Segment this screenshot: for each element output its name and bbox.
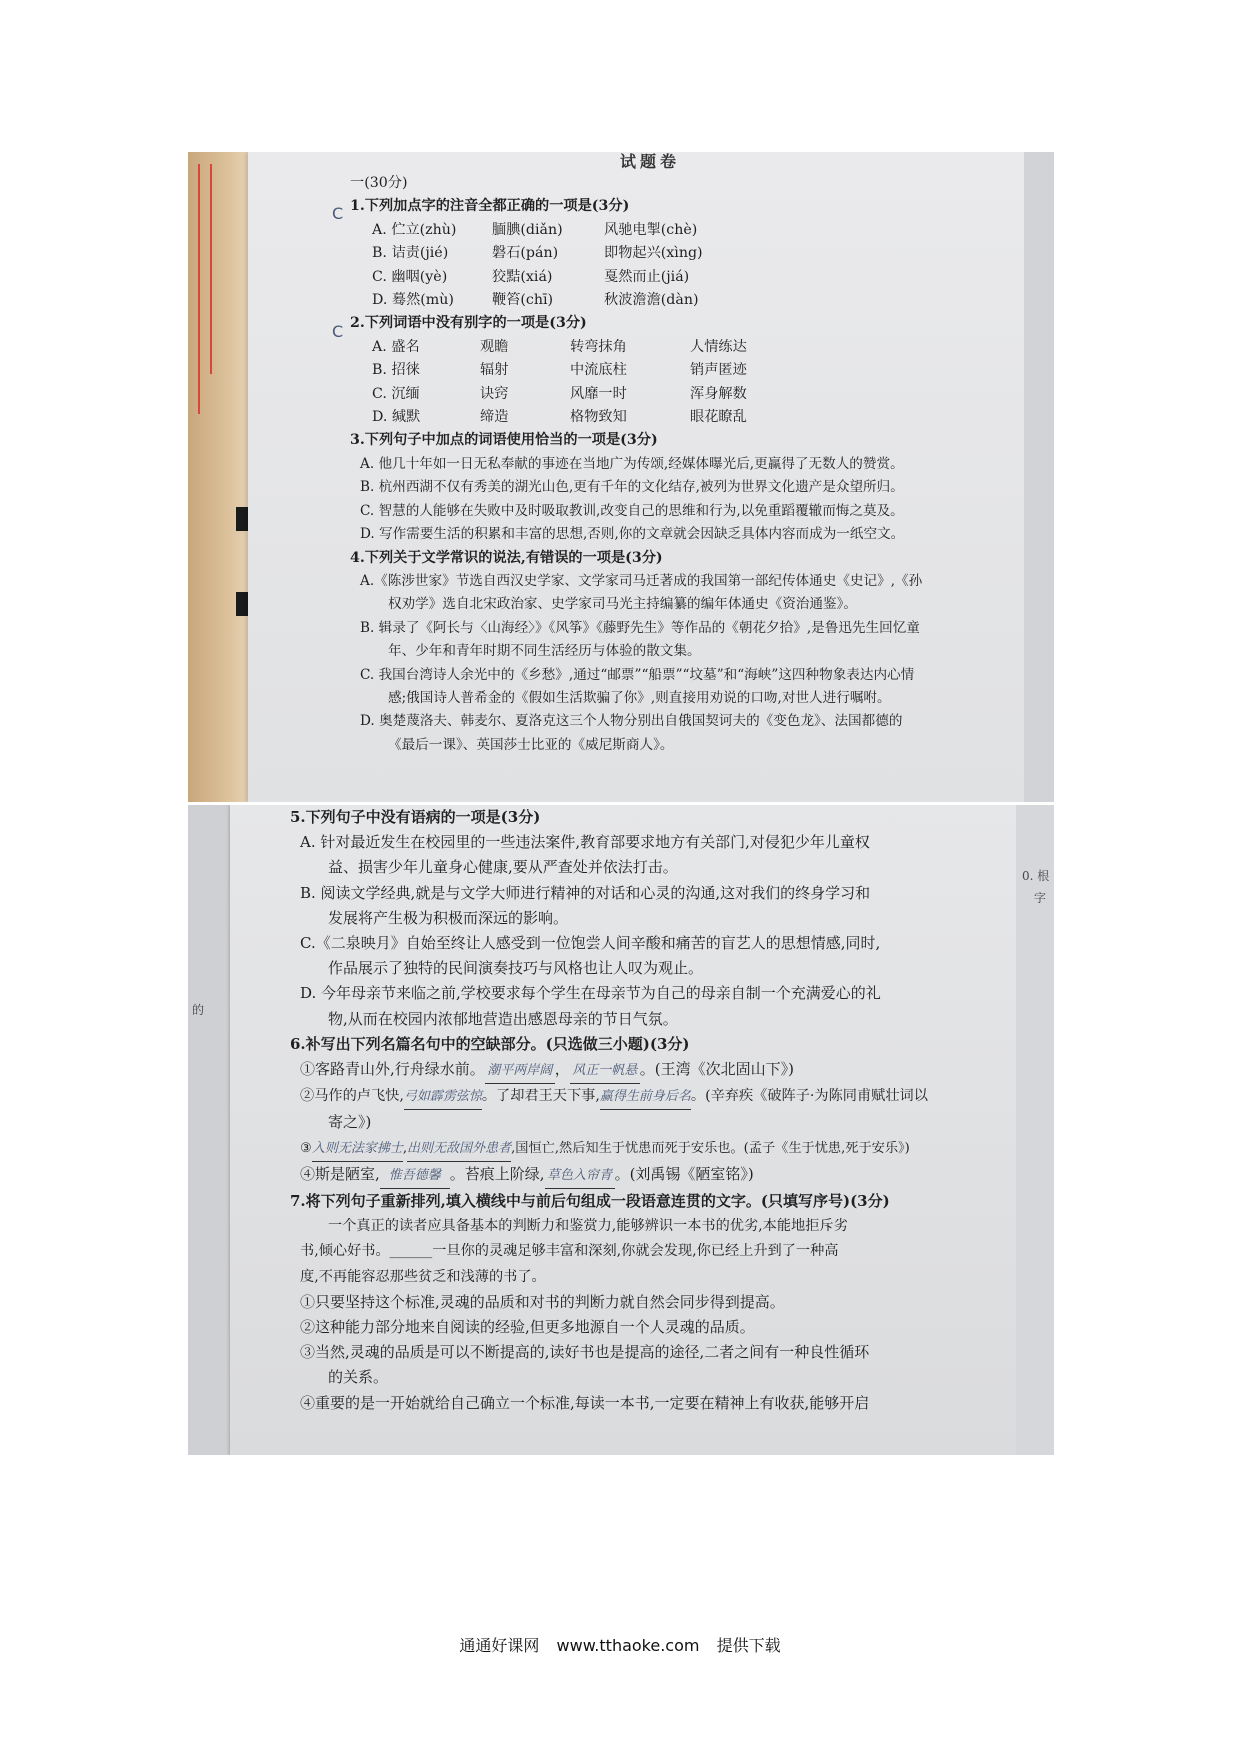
- q4-option-a-line1: A.《陈涉世家》节选自西汉史学家、文学家司马迁著成的我国第一部纪传体通史《史记》,《孙: [360, 572, 923, 589]
- q5-option-a-line1: A. 针对最近发生在校园里的一些违法案件,教育部要求地方有关部门,对侵犯少年儿童权: [300, 833, 870, 852]
- red-margin-line: [210, 164, 212, 374]
- q4-option-b-line1: B. 辑录了《阿长与〈山海经〉》《风筝》《藤野先生》等作品的《朝花夕拾》,是鲁迅先生回忆童: [360, 619, 920, 636]
- exam-paper-top: [248, 152, 1024, 802]
- q5-option-d-line2: 物,从而在校园内浓郁地营造出感恩母亲的节日气氛。: [328, 1009, 678, 1028]
- footer-suffix: 提供下载: [716, 1636, 781, 1655]
- q2-option-a: A. 盛名 观瞻 转弯抹角 人情练达: [372, 338, 747, 355]
- answer-blank: 潮平两岸阔: [485, 1058, 555, 1084]
- q4-option-a-line2: 权劝学》选自北宋政治家、史学家司马光主持编纂的编年体通史《资治通鉴》。: [388, 596, 857, 613]
- footer-url-link[interactable]: www.tthaoke.com: [556, 1636, 700, 1655]
- exam-paper-bottom: [230, 805, 1016, 1455]
- q7-stem: 7.将下列句子重新排列,填入横线中与前后句组成一段语意连贯的文字。(只填写序号)(3分): [290, 1192, 890, 1211]
- q7-sentence-4: ④重要的是一开始就给自己确立一个标准,每读一本书,一定要在精神上有收获,能够开启: [300, 1393, 870, 1412]
- top-content: [350, 152, 1054, 757]
- q3-option-d: D. 写作需要生活的积累和丰富的思想,否则,你的文章就会因缺乏具体内容而成为一纸空文。: [360, 526, 905, 543]
- section-heading: 一(30分): [350, 175, 408, 191]
- photo-top-half: [188, 152, 1054, 802]
- q6-item-3: ③入则无法家拂士,出则无敌国外患者,国恒亡,然后知生于忧患而死于安乐也。(孟子《生于忧患,死于安乐》): [300, 1136, 1030, 1162]
- q6-stem: 6.补写出下列名篇名句中的空缺部分。(只选做三小题)(3分): [290, 1034, 690, 1053]
- q2-option-c: C. 沉缅 诀窍 风靡一时 浑身解数: [372, 385, 747, 402]
- q5-option-b-line2: 发展将产生极为积极而深远的影响。: [328, 908, 569, 927]
- answer-blank: 出则无敌国外患者: [407, 1136, 511, 1162]
- edge-text: 字: [1034, 891, 1047, 905]
- photo-bottom-half: [188, 805, 1054, 1455]
- q6-item-2: ②马作的卢飞快,弓如霹雳弦惊。了却君王天下事,赢得生前身后名。(辛弃疾《破阵子·为陈同甫赋壮词以: [300, 1084, 1030, 1110]
- footer-site-name: 通通好课网: [459, 1636, 540, 1655]
- q3-stem: 3.下列句子中加点的词语使用恰当的一项是(3分): [350, 432, 658, 449]
- q2-stem: 2.下列词语中没有别字的一项是(3分): [350, 315, 587, 332]
- q3-option-a: A. 他几十年如一日无私奉献的事迹在当地广为传颂,经媒体曝光后,更赢得了无数人的赞赏。: [360, 455, 904, 472]
- q7-sentence-1: ①只要坚持这个标准,灵魂的品质和对书的判断力就自然会同步得到提高。: [300, 1292, 785, 1311]
- q5-option-d-line1: D. 今年母亲节来临之前,学校要求每个学生在母亲节为自己的母亲自制一个充满爱心的礼: [300, 984, 881, 1003]
- q4-option-d-line2: 《最后一课》、英国莎士比亚的《威尼斯商人》。: [388, 736, 674, 753]
- q1-option-a: A. 伫立(zhù) 腼腆(diǎn) 风驰电掣(chè): [372, 221, 698, 238]
- q3-option-b: B. 杭州西湖不仅有秀美的湖光山色,更有千年的文化结存,被列为世界文化遗产是众望所归。: [360, 479, 904, 496]
- bottom-content: [290, 805, 1030, 1416]
- q7-passage-line1: 一个真正的读者应具备基本的判断力和鉴赏力,能够辨识一本书的优劣,本能地拒斥劣: [328, 1218, 848, 1235]
- q4-option-d-line1: D. 奥楚蔑洛夫、韩麦尔、夏洛克这三个人物分别出自俄国契诃夫的《变色龙》、法国都德的: [360, 713, 903, 730]
- q5-option-c-line1: C.《二泉映月》自始至终让人感受到一位饱尝人间辛酸和痛苦的盲艺人的思想情感,同时,: [300, 934, 881, 953]
- answer-blank: 风正一帆悬: [570, 1058, 640, 1084]
- answer-blank: 弓如霹雳弦惊: [404, 1084, 482, 1110]
- handwritten-answer-mark: C: [332, 204, 344, 223]
- q4-option-b-line2: 年、少年和青年时期不同生活经历与体验的散文集。: [388, 643, 701, 660]
- q1-stem: 1.下列加点字的注音全都正确的一项是(3分): [350, 198, 630, 215]
- handwritten-answer-mark: C: [332, 322, 344, 341]
- q7-passage-line3: 度,不再能容忍那些贫乏和浅薄的书了。: [300, 1268, 546, 1285]
- q7-sentence-3: ③当然,灵魂的品质是可以不断提高的,读好书也是提高的途径,二者之间有一种良性循环: [300, 1343, 870, 1362]
- adjacent-page-strip: [188, 805, 230, 1455]
- q5-option-b-line1: B. 阅读文学经典,就是与文学大师进行精神的对话和心灵的沟通,这对我们的终身学习和: [300, 883, 871, 902]
- q2-option-d: D. 缄默 缔造 格物致知 眼花瞭乱: [372, 409, 747, 426]
- answer-blank: 草色入帘青: [545, 1163, 615, 1189]
- q7-sentence-3-cont: 的关系。: [328, 1368, 389, 1387]
- q5-option-a-line2: 益、损害少年儿童身心健康,要从严查处并依法打击。: [328, 858, 678, 877]
- q6-item-4: ④斯是陋室, 惟吾德馨 。苔痕上阶绿, 草色入帘青 。(刘禹锡《陋室铭》): [300, 1162, 1030, 1189]
- download-footer: [0, 1633, 1240, 1656]
- adjacent-page-strip: [1016, 805, 1054, 1455]
- adjacent-page-strip: [1024, 152, 1054, 802]
- q6-item-1: ①客路青山外,行舟绿水前。 潮平两岸阔 ， 风正一帆悬 。(王湾《次北固山下》): [300, 1057, 1030, 1084]
- q5-option-c-line2: 作品展示了独特的民间演奏技巧与风格也让人叹为观止。: [328, 959, 704, 978]
- answer-blank: 赢得生前身后名: [600, 1084, 691, 1110]
- edge-text: 0. 根: [1022, 869, 1050, 883]
- q2-option-b: B. 招徕 辐射 中流底柱 销声匿迹: [372, 362, 747, 379]
- answer-blank: 入则无法家拂士: [312, 1136, 403, 1162]
- edge-text: 的: [192, 1003, 205, 1017]
- q3-option-c: C. 智慧的人能够在失败中及时吸取教训,改变自己的思维和行为,以免重蹈覆辙而悔之莫及。: [360, 502, 904, 519]
- sheet-header: 试题卷: [620, 152, 681, 171]
- q4-stem: 4.下列关于文学常识的说法,有错误的一项是(3分): [350, 549, 663, 566]
- q7-passage-line2: 书,倾心好书。______一旦你的灵魂足够丰富和深刻,你就会发现,你已经上升到了一种高: [300, 1243, 839, 1260]
- q5-stem: 5.下列句子中没有语病的一项是(3分): [290, 808, 541, 826]
- q1-option-b: B. 诘责(jié) 磐石(pán) 即物起兴(xìng): [372, 245, 703, 262]
- q1-option-d: D. 蓦然(mù) 鞭笞(chī) 秋波澹澹(dàn): [372, 292, 699, 309]
- q1-option-c: C. 幽咽(yè) 狡黠(xiá) 戛然而止(jiá): [372, 268, 690, 285]
- red-margin-line: [198, 164, 200, 414]
- q4-option-c-line1: C. 我国台湾诗人余光中的《乡愁》,通过“邮票”“船票”“坟墓”和“海峡”这四种物象表达内心情: [360, 666, 915, 683]
- q4-option-c-line2: 感;俄国诗人普希金的《假如生活欺骗了你》,则直接用劝说的口吻,对世人进行嘱咐。: [388, 689, 891, 706]
- answer-blank: 惟吾德馨: [380, 1163, 450, 1189]
- q6-item-2-cont: 寄之》): [328, 1113, 372, 1132]
- q7-sentence-2: ②这种能力部分地来自阅读的经验,但更多地源自一个人灵魂的品质。: [300, 1318, 755, 1337]
